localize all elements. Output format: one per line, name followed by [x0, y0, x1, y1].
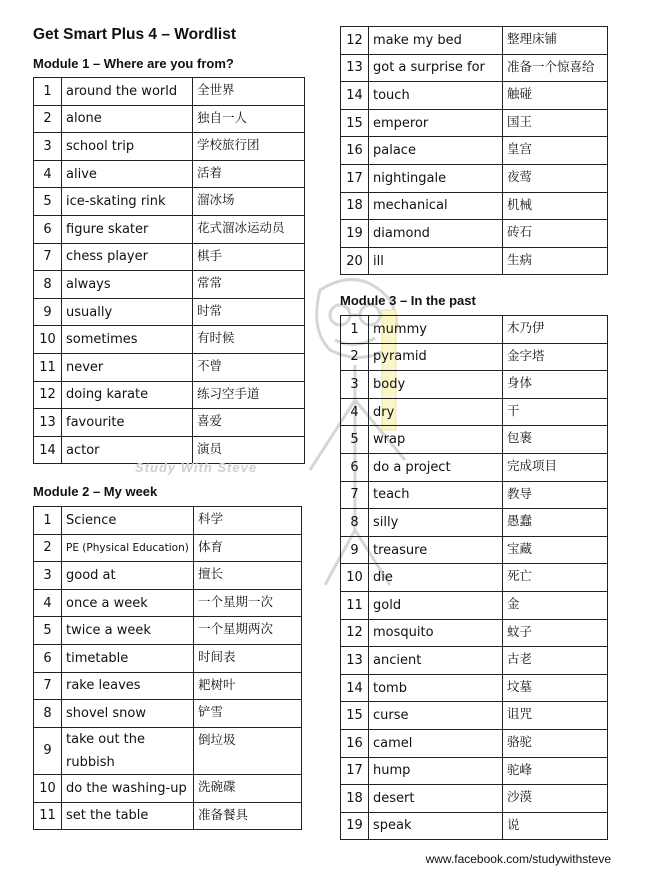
row-number: 13 — [341, 54, 369, 82]
row-number: 20 — [341, 247, 369, 275]
table-row — [341, 343, 608, 371]
chinese-translation: 不曾 — [193, 353, 305, 381]
table-row — [34, 617, 302, 645]
module2-heading: Module 2 – My week — [33, 484, 158, 499]
english-word: ice-skating rink — [62, 188, 193, 216]
chinese-translation: 花式溜冰运动员 — [193, 215, 305, 243]
row-number: 14 — [341, 82, 369, 110]
table-row — [34, 271, 305, 299]
table-row — [34, 160, 305, 188]
english-word: ancient — [369, 647, 503, 675]
english-word: mechanical — [369, 192, 503, 220]
chinese-translation: 时常 — [193, 298, 305, 326]
english-word: treasure — [369, 536, 503, 564]
english-word: doing karate — [62, 381, 193, 409]
chinese-translation: 宝藏 — [503, 536, 608, 564]
chinese-translation: 耙树叶 — [194, 672, 302, 700]
english-word: alive — [62, 160, 193, 188]
chinese-translation: 一个星期两次 — [194, 617, 302, 645]
table-row — [341, 82, 608, 110]
english-word: shovel snow — [62, 700, 194, 728]
english-word: diamond — [369, 220, 503, 248]
table-row — [34, 215, 305, 243]
row-number: 2 — [34, 534, 62, 562]
chinese-translation: 包裹 — [503, 426, 608, 454]
chinese-translation: 铲雪 — [194, 700, 302, 728]
chinese-translation: 诅咒 — [503, 702, 608, 730]
row-number: 16 — [341, 729, 369, 757]
chinese-translation: 骆驼 — [503, 729, 608, 757]
english-word: timetable — [62, 644, 194, 672]
english-word: school trip — [62, 133, 193, 161]
row-number: 8 — [341, 509, 369, 537]
chinese-translation: 时间表 — [194, 644, 302, 672]
chinese-translation: 准备餐具 — [194, 802, 302, 830]
row-number: 5 — [34, 188, 62, 216]
table-row — [34, 802, 302, 830]
row-number: 5 — [34, 617, 62, 645]
row-number: 11 — [341, 591, 369, 619]
chinese-translation: 愚蠢 — [503, 509, 608, 537]
table-row — [34, 243, 305, 271]
module3-table — [340, 315, 608, 840]
chinese-translation: 全世界 — [193, 78, 305, 106]
table-row — [34, 78, 305, 106]
row-number: 14 — [34, 436, 62, 464]
table-row — [34, 409, 305, 437]
english-word: set the table — [62, 802, 194, 830]
table-row — [341, 27, 608, 55]
chinese-translation: 练习空手道 — [193, 381, 305, 409]
english-word: dry — [369, 398, 503, 426]
table-row — [341, 564, 608, 592]
table-row — [34, 700, 302, 728]
chinese-translation: 夜莺 — [503, 164, 608, 192]
table-row — [34, 507, 302, 535]
module1-heading: Module 1 – Where are you from? — [33, 56, 234, 71]
chinese-translation: 演员 — [193, 436, 305, 464]
row-number: 11 — [34, 802, 62, 830]
table-row — [34, 534, 302, 562]
english-word: good at — [62, 562, 194, 590]
english-word: actor — [62, 436, 193, 464]
row-number: 9 — [341, 536, 369, 564]
english-word: body — [369, 371, 503, 399]
table-row — [341, 371, 608, 399]
table-row — [341, 453, 608, 481]
chinese-translation: 触碰 — [503, 82, 608, 110]
row-number: 19 — [341, 812, 369, 840]
english-word: usually — [62, 298, 193, 326]
table-row — [341, 164, 608, 192]
table-row — [341, 481, 608, 509]
table-row — [341, 729, 608, 757]
english-word: figure skater — [62, 215, 193, 243]
row-number: 8 — [34, 271, 62, 299]
english-word: sometimes — [62, 326, 193, 354]
chinese-translation: 溜冰场 — [193, 188, 305, 216]
module1-table — [33, 77, 305, 464]
row-number: 13 — [341, 647, 369, 675]
row-number: 11 — [34, 353, 62, 381]
footer-link[interactable]: www.facebook.com/studywithsteve — [425, 852, 611, 866]
chinese-translation: 完成项目 — [503, 453, 608, 481]
english-word: curse — [369, 702, 503, 730]
chinese-translation: 机械 — [503, 192, 608, 220]
chinese-translation: 坟墓 — [503, 674, 608, 702]
chinese-translation: 科学 — [194, 507, 302, 535]
english-word: nightingale — [369, 164, 503, 192]
english-word: palace — [369, 137, 503, 165]
chinese-translation: 准备一个惊喜给 — [503, 54, 608, 82]
chinese-translation: 木乃伊 — [503, 316, 608, 344]
chinese-translation: 活着 — [193, 160, 305, 188]
watermark-text: Study With Steve — [135, 460, 258, 475]
chinese-translation: 倒垃圾 — [194, 727, 302, 774]
english-word: speak — [369, 812, 503, 840]
chinese-translation: 体育 — [194, 534, 302, 562]
row-number: 12 — [341, 27, 369, 55]
table-row — [34, 105, 305, 133]
table-row — [341, 591, 608, 619]
row-number: 2 — [341, 343, 369, 371]
chinese-translation: 死亡 — [503, 564, 608, 592]
english-word: always — [62, 271, 193, 299]
table-row — [34, 188, 305, 216]
row-number: 3 — [34, 133, 62, 161]
table-row — [34, 774, 302, 802]
chinese-translation: 教导 — [503, 481, 608, 509]
table-row — [341, 619, 608, 647]
row-number: 10 — [34, 326, 62, 354]
english-word: teach — [369, 481, 503, 509]
row-number: 4 — [341, 398, 369, 426]
chinese-translation: 生病 — [503, 247, 608, 275]
table-row — [341, 192, 608, 220]
english-word: mosquito — [369, 619, 503, 647]
chinese-translation: 一个星期一次 — [194, 589, 302, 617]
english-word: camel — [369, 729, 503, 757]
english-word: gold — [369, 591, 503, 619]
row-number: 5 — [341, 426, 369, 454]
table-row — [34, 644, 302, 672]
chinese-translation: 学校旅行团 — [193, 133, 305, 161]
english-word: desert — [369, 785, 503, 813]
chinese-translation: 金字塔 — [503, 343, 608, 371]
english-word: do the washing-up — [62, 774, 194, 802]
english-word: got a surprise for — [369, 54, 503, 82]
row-number: 7 — [341, 481, 369, 509]
chinese-translation: 干 — [503, 398, 608, 426]
table-row — [34, 353, 305, 381]
chinese-translation: 驼峰 — [503, 757, 608, 785]
row-number: 10 — [341, 564, 369, 592]
table-row — [34, 133, 305, 161]
english-word: Science — [62, 507, 194, 535]
english-word: favourite — [62, 409, 193, 437]
english-word: do a project — [369, 453, 503, 481]
table-row — [341, 702, 608, 730]
row-number: 4 — [34, 160, 62, 188]
english-word: alone — [62, 105, 193, 133]
english-word: silly — [369, 509, 503, 537]
table-row — [34, 326, 305, 354]
row-number: 6 — [34, 644, 62, 672]
table-row — [34, 298, 305, 326]
table-row — [341, 536, 608, 564]
chinese-translation: 常常 — [193, 271, 305, 299]
table-row — [341, 137, 608, 165]
row-number: 6 — [341, 453, 369, 481]
row-number: 2 — [34, 105, 62, 133]
chinese-translation: 蚊子 — [503, 619, 608, 647]
chinese-translation: 有时候 — [193, 326, 305, 354]
chinese-translation: 国王 — [503, 109, 608, 137]
table-row — [341, 398, 608, 426]
chinese-translation: 沙漠 — [503, 785, 608, 813]
table-row — [341, 812, 608, 840]
row-number: 1 — [341, 316, 369, 344]
row-number: 9 — [34, 727, 62, 774]
module3-heading: Module 3 – In the past — [340, 293, 476, 308]
english-word: tomb — [369, 674, 503, 702]
english-word: PE (Physical Education) — [62, 534, 194, 562]
page-title: Get Smart Plus 4 – Wordlist — [33, 26, 236, 43]
row-number: 8 — [34, 700, 62, 728]
english-word: touch — [369, 82, 503, 110]
row-number: 16 — [341, 137, 369, 165]
row-number: 6 — [34, 215, 62, 243]
table-row — [34, 381, 305, 409]
table-row — [341, 785, 608, 813]
table-row — [341, 509, 608, 537]
chinese-translation: 说 — [503, 812, 608, 840]
english-word: make my bed — [369, 27, 503, 55]
row-number: 12 — [34, 381, 62, 409]
table-row — [341, 54, 608, 82]
chinese-translation: 金 — [503, 591, 608, 619]
row-number: 3 — [34, 562, 62, 590]
table-row — [341, 426, 608, 454]
chinese-translation: 整理床铺 — [503, 27, 608, 55]
english-word: twice a week — [62, 617, 194, 645]
row-number: 9 — [34, 298, 62, 326]
chinese-translation: 洗碗碟 — [194, 774, 302, 802]
row-number: 1 — [34, 78, 62, 106]
table-row — [34, 589, 302, 617]
row-number: 7 — [34, 243, 62, 271]
row-number: 3 — [341, 371, 369, 399]
english-word: die — [369, 564, 503, 592]
table-row — [341, 220, 608, 248]
chinese-translation: 皇宫 — [503, 137, 608, 165]
table-row — [34, 672, 302, 700]
row-number: 7 — [34, 672, 62, 700]
english-word: mummy — [369, 316, 503, 344]
row-number: 13 — [34, 409, 62, 437]
english-word: rake leaves — [62, 672, 194, 700]
chinese-translation: 喜爱 — [193, 409, 305, 437]
chinese-translation: 独自一人 — [193, 105, 305, 133]
table-row — [341, 247, 608, 275]
row-number: 17 — [341, 164, 369, 192]
row-number: 17 — [341, 757, 369, 785]
english-word: take out the rubbish — [62, 727, 194, 774]
table-row — [34, 727, 302, 774]
english-word: never — [62, 353, 193, 381]
table-row — [341, 674, 608, 702]
row-number: 18 — [341, 192, 369, 220]
row-number: 14 — [341, 674, 369, 702]
table-row — [34, 562, 302, 590]
chinese-translation: 擅长 — [194, 562, 302, 590]
table-row — [341, 109, 608, 137]
english-word: pyramid — [369, 343, 503, 371]
english-word: around the world — [62, 78, 193, 106]
english-word: emperor — [369, 109, 503, 137]
english-word: hump — [369, 757, 503, 785]
chinese-translation: 身体 — [503, 371, 608, 399]
row-number: 18 — [341, 785, 369, 813]
chinese-translation: 古老 — [503, 647, 608, 675]
table-row — [341, 757, 608, 785]
chinese-translation: 砖石 — [503, 220, 608, 248]
english-word: ill — [369, 247, 503, 275]
row-number: 12 — [341, 619, 369, 647]
table-row — [341, 316, 608, 344]
row-number: 15 — [341, 702, 369, 730]
row-number: 1 — [34, 507, 62, 535]
english-word: wrap — [369, 426, 503, 454]
row-number: 10 — [34, 774, 62, 802]
module2-continued-table — [340, 26, 608, 275]
table-row — [341, 647, 608, 675]
english-word: once a week — [62, 589, 194, 617]
english-word: chess player — [62, 243, 193, 271]
module2-table — [33, 506, 302, 830]
row-number: 15 — [341, 109, 369, 137]
row-number: 19 — [341, 220, 369, 248]
row-number: 4 — [34, 589, 62, 617]
chinese-translation: 棋手 — [193, 243, 305, 271]
